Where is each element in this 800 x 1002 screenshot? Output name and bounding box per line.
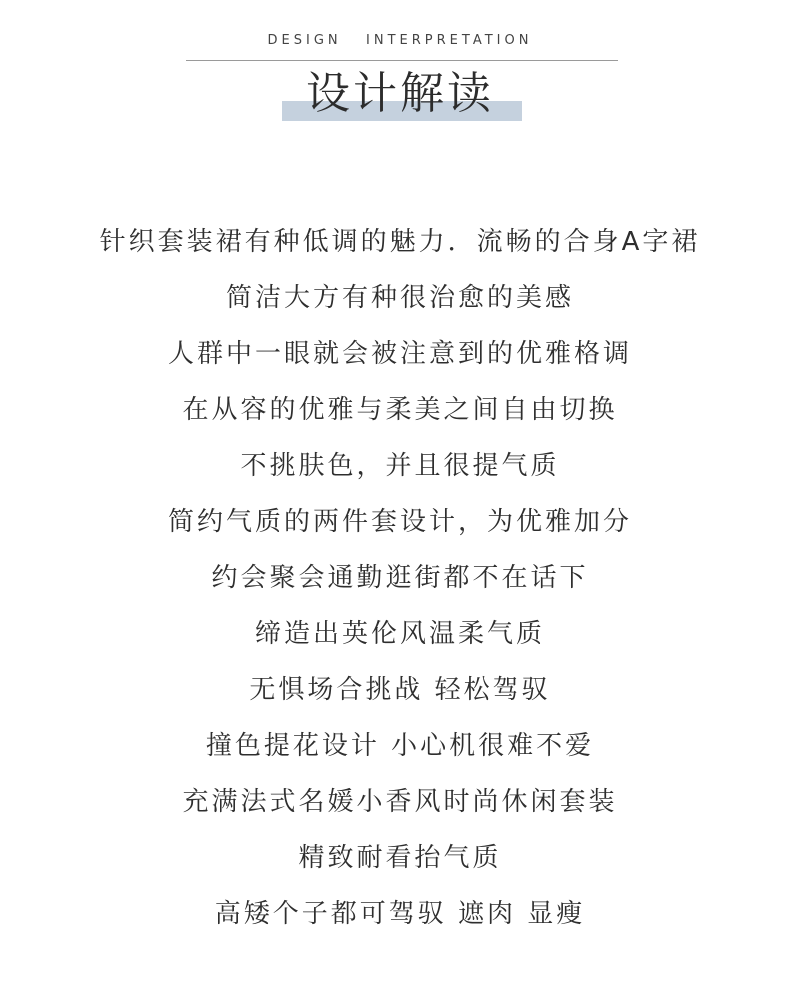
description-line: 精致耐看抬气质 [298, 843, 502, 873]
description-line: 针织套装裙有种低调的魅力．流畅的合身A字裙 [99, 227, 701, 257]
description-line: 缔造出英伦风温柔气质 [254, 619, 545, 649]
description-line: 人群中一眼就会被注意到的优雅格调 [167, 339, 632, 369]
description-line: 不挑肤色，并且很提气质 [240, 451, 560, 481]
section-title: 设计解读 [306, 68, 494, 119]
description-line: 简洁大方有种很治愈的美感 [225, 283, 574, 313]
description-line: 高矮个子都可驾驭 遮肉 显瘦 [214, 899, 586, 929]
description-line: 撞色提花设计 小心机很难不爱 [205, 731, 595, 761]
description-lines [0, 220, 800, 948]
description-line: 无惧场合挑战 轻松驾驭 [249, 675, 551, 705]
description-line: 简约气质的两件套设计，为优雅加分 [167, 507, 632, 537]
header-divider [186, 60, 618, 61]
description-line: 充满法式名媛小香风时尚休闲套装 [182, 787, 618, 817]
description-line: 约会聚会通勤逛街都不在话下 [211, 563, 589, 593]
description-line: 在从容的优雅与柔美之间自由切换 [182, 395, 618, 425]
section-subtitle-en: DESIGN INTERPRETATION [267, 33, 533, 48]
